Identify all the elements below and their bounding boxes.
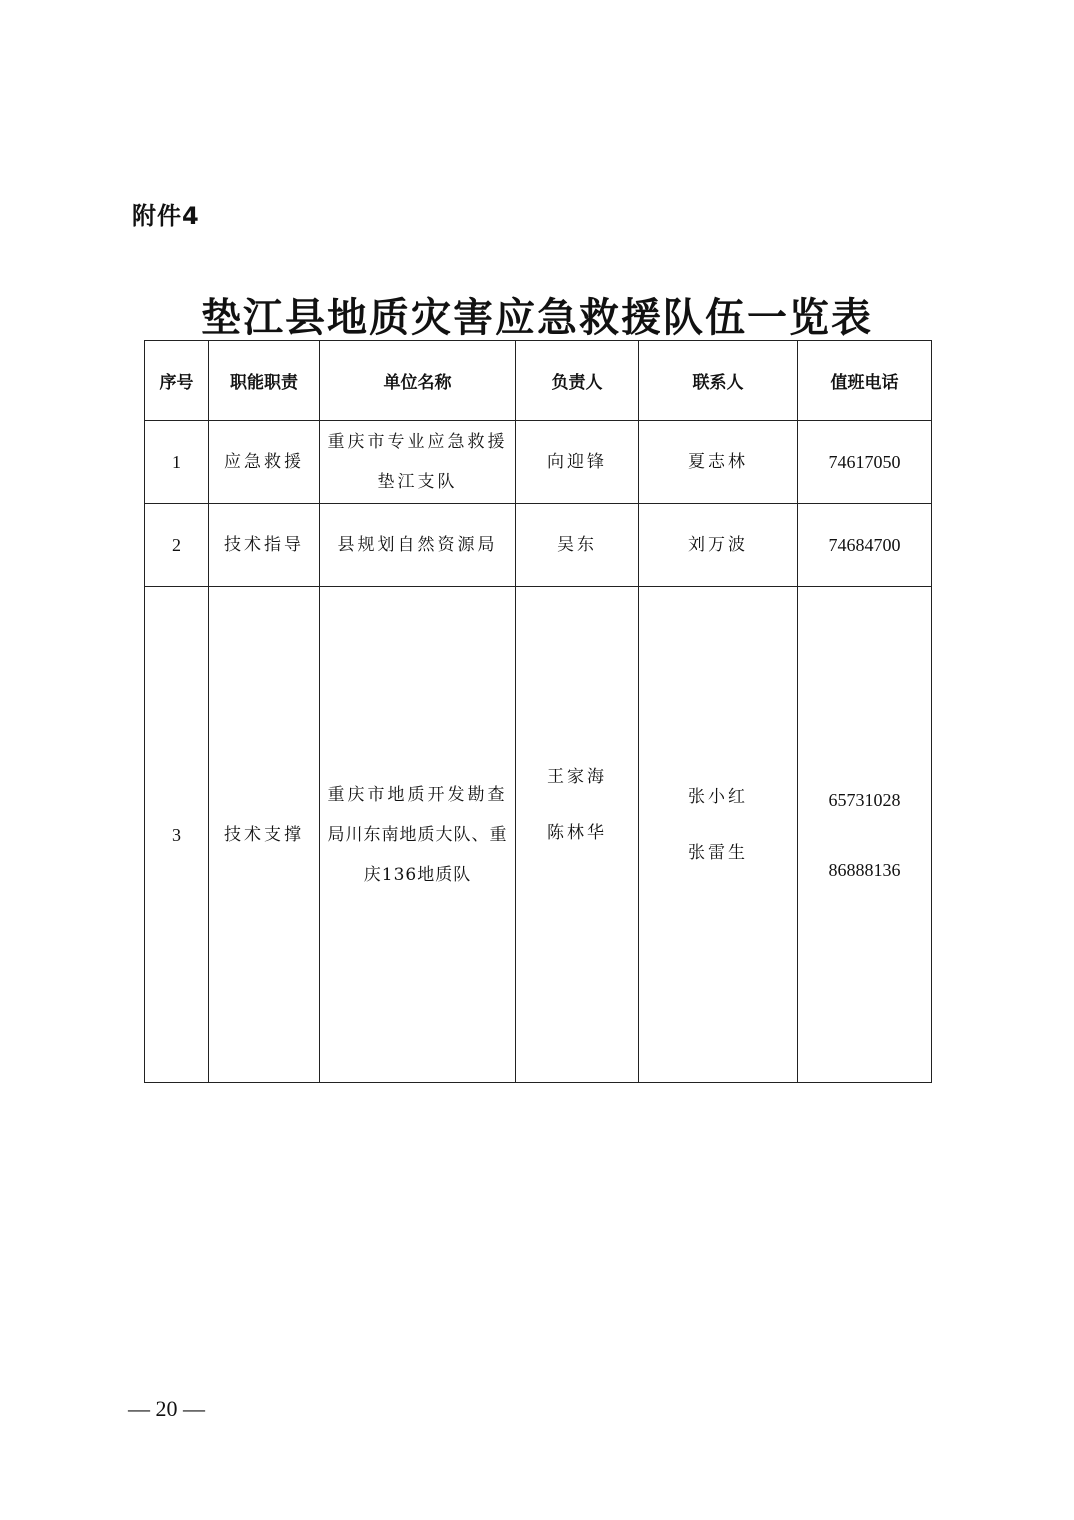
cell-duty: 应急救援 bbox=[209, 421, 320, 504]
table-row bbox=[145, 421, 932, 504]
cell-leader bbox=[516, 587, 639, 1083]
page-title: 垫江县地质灾害应急救援队伍一览表 bbox=[201, 294, 873, 341]
cell-phone: 74617050 bbox=[798, 421, 932, 504]
header-duty: 职能职责 bbox=[209, 341, 320, 421]
leader-name: 陈林华 bbox=[547, 822, 607, 843]
phone-number: 65731028 bbox=[828, 789, 901, 810]
attachment-label: 附件4 bbox=[132, 202, 200, 230]
cell-phone: 74684700 bbox=[798, 504, 932, 587]
phone-number: 86888136 bbox=[828, 859, 901, 880]
leader-name: 王家海 bbox=[547, 766, 607, 787]
cell-seq: 1 bbox=[145, 421, 209, 504]
contact-name: 张雷生 bbox=[688, 842, 748, 863]
cell-contact: 刘万波 bbox=[639, 504, 798, 587]
cell-seq: 3 bbox=[145, 587, 209, 1083]
cell-contact: 夏志林 bbox=[639, 421, 798, 504]
header-leader: 负责人 bbox=[516, 341, 639, 421]
unit-line: 庆136地质队 bbox=[363, 864, 472, 885]
header-contact: 联系人 bbox=[639, 341, 798, 421]
cell-duty: 技术支撑 bbox=[209, 587, 320, 1083]
header-phone: 值班电话 bbox=[798, 341, 932, 421]
unit-line: 重庆市地质开发勘查 bbox=[327, 784, 508, 805]
table-row bbox=[145, 587, 932, 1083]
contact-name: 张小红 bbox=[688, 786, 748, 807]
header-seq: 序号 bbox=[145, 341, 209, 421]
cell-phone bbox=[798, 587, 932, 1083]
rescue-team-table bbox=[144, 340, 932, 1083]
unit-line: 垫江支队 bbox=[377, 472, 458, 492]
cell-contact bbox=[639, 587, 798, 1083]
cell-duty: 技术指导 bbox=[209, 504, 320, 587]
cell-unit: 县规划自然资源局 bbox=[320, 504, 516, 587]
page-number: — 20 — bbox=[128, 1396, 205, 1421]
header-unit: 单位名称 bbox=[320, 341, 516, 421]
table-row bbox=[145, 504, 932, 587]
cell-leader: 吴东 bbox=[516, 504, 639, 587]
unit-line: 局川东南地质大队、重 bbox=[327, 824, 508, 845]
cell-leader: 向迎锋 bbox=[516, 421, 639, 504]
unit-line: 重庆市专业应急救援 bbox=[327, 432, 508, 452]
cell-seq: 2 bbox=[145, 504, 209, 587]
cell-unit bbox=[320, 421, 516, 504]
cell-unit bbox=[320, 587, 516, 1083]
